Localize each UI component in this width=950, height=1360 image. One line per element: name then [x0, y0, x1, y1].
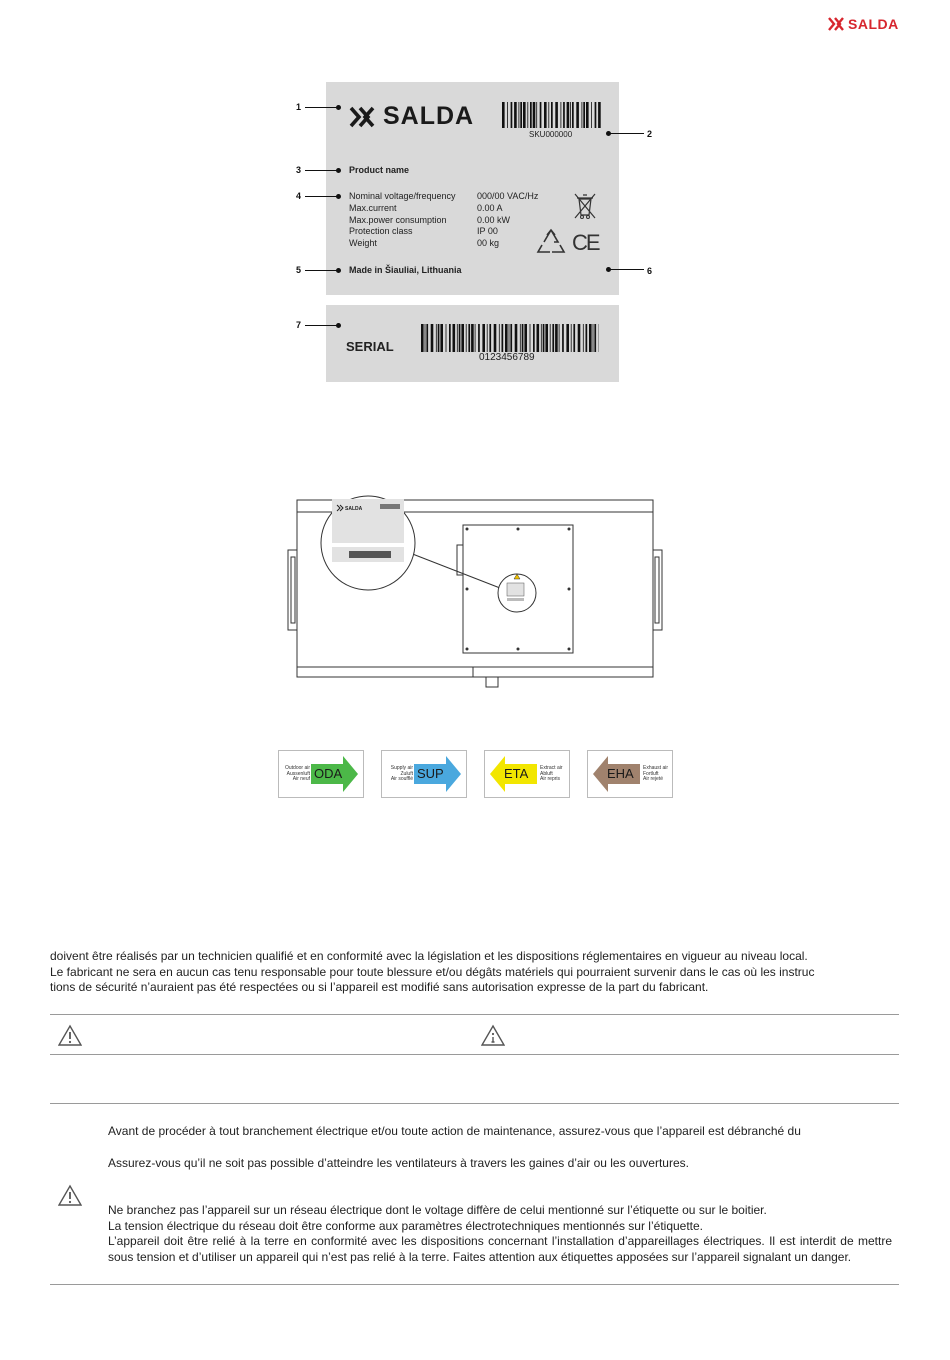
label-brand — [349, 102, 474, 131]
air-badge-line: Zuluft — [400, 770, 413, 777]
recycle-icon — [536, 227, 566, 255]
serial-label: SERIAL — [346, 339, 394, 354]
air-badge-code: ODA — [314, 766, 343, 781]
callout-number: 6 — [647, 266, 653, 276]
callout-number: 1 — [296, 102, 302, 112]
air-badge-line: Aussenluft — [286, 770, 310, 777]
air-badge-line: Air soufflé — [390, 776, 413, 782]
note-ground: L’appareil doit être relié à la terre en conformité avec les dispositions concernant l’installation d’appareillages électriques. Il est interdit de mettre sous tension et d’utiliser un appareil qui n’est pas relié à la terre. Faites attention aux étiquettes apposées sur l’appareil signalant un danger. — [108, 1234, 892, 1264]
air-badge-line: Extract air — [540, 765, 563, 771]
callout-line — [610, 269, 644, 270]
info-icon — [481, 1024, 505, 1046]
unit-drawing — [285, 495, 665, 695]
air-badge-code: SUP — [417, 766, 444, 781]
spec-values — [477, 191, 538, 250]
air-badge-line: Air rejeté — [643, 776, 664, 782]
header-brand: SALDA — [848, 16, 899, 32]
callout-line — [305, 107, 338, 108]
callout-number: 4 — [296, 191, 302, 201]
divider — [50, 1054, 899, 1055]
warning-icon — [58, 1024, 82, 1046]
air-badge-label — [540, 766, 563, 783]
spec-name: Nominal voltage/frequency — [349, 191, 456, 201]
note-voltage: Ne branchez pas l’appareil sur un réseau électrique dont le voltage diffère de celui mentionné sur l’étiquette ou sur le boitier. — [108, 1203, 767, 1217]
air-badge-line: Abluft — [540, 770, 553, 777]
callout-line — [305, 170, 338, 171]
callout-number: 5 — [296, 265, 302, 275]
divider — [50, 1284, 899, 1285]
spec-name: Max.power consumption — [349, 214, 447, 225]
callout-line — [305, 270, 338, 271]
callout-dot — [336, 105, 341, 110]
air-badge-line: Supply air — [390, 765, 413, 771]
divider — [50, 1103, 899, 1104]
spec-value: 00 kg — [477, 238, 500, 249]
callout-dot — [336, 268, 341, 273]
mini-label-brand: SALDA — [345, 506, 363, 512]
air-badge-code: ETA — [504, 766, 529, 781]
callout-line — [610, 133, 644, 134]
air-badge-line: Exhaust air — [643, 765, 669, 771]
air-badge-line: Air repris — [540, 776, 561, 782]
note-tension: La tension électrique du réseau doit être conforme aux paramètres électrotechniques mentionnés sur l’étiquette. — [108, 1218, 704, 1233]
note-voltage-group — [108, 1203, 892, 1265]
spec-value: 0.00 kW — [477, 214, 511, 225]
spec-name: Protection class — [349, 226, 413, 237]
spec-names — [349, 191, 456, 250]
callout-dot — [336, 194, 341, 199]
salda-logo-icon — [349, 106, 375, 128]
label-brand-text: SALDA — [383, 102, 475, 130]
warning-icon — [58, 1184, 82, 1206]
callout-number: 7 — [296, 320, 302, 330]
spec-value: IP 00 — [477, 226, 498, 237]
intro-paragraph — [50, 949, 900, 996]
callout-line — [305, 196, 338, 197]
note-fans: Assurez-vous qu’il ne soit pas possible d’atteindre les ventilateurs à travers les gaines d’air ou les ouvertures. — [108, 1156, 689, 1170]
sku-barcode — [502, 102, 602, 128]
callout-number: 2 — [647, 129, 653, 139]
header-logo — [828, 16, 899, 32]
air-badge-sup — [381, 750, 467, 798]
callout-dot — [336, 168, 341, 173]
air-badge-eha — [587, 750, 673, 798]
callout-number: 3 — [296, 165, 302, 175]
air-badge-label — [284, 766, 310, 783]
ce-mark: CE — [572, 230, 599, 255]
product-name: Product name — [349, 165, 410, 175]
callout-line — [305, 325, 338, 326]
air-badge-code: EHA — [607, 766, 634, 781]
air-badge-line: Outdoor air — [284, 765, 310, 771]
air-badge-line: Air neuf — [292, 776, 310, 782]
note-disconnect: Avant de procéder à tout branchement électrique et/ou toute action de maintenance, assurez-vous que l’appareil est débranché du — [108, 1124, 801, 1138]
intro-line: doivent être réalisés par un technicien qualifié et en conformité avec la législation et les dispositions réglementaires en vigueur au niveau local. — [50, 949, 808, 963]
weee-bin-icon — [573, 190, 597, 220]
salda-logo-icon — [828, 17, 844, 31]
spec-name: Weight — [349, 238, 377, 249]
serial-number: 0123456789 — [479, 352, 535, 363]
spec-name: Max.current — [349, 202, 397, 213]
air-badge-label — [387, 766, 413, 783]
intro-line: tions de sécurité n’auraient pas été respectées ou si l’appareil est modifié sans autorisation expresse de la part du fabricant. — [50, 980, 709, 994]
spec-value: 000/00 VAC/Hz — [477, 191, 539, 201]
divider — [50, 1014, 899, 1015]
callout-dot — [336, 323, 341, 328]
made-in: Made in Šiauliai, Lithuania — [349, 265, 462, 275]
serial-barcode — [421, 324, 599, 352]
spec-value: 0.00 A — [477, 202, 503, 213]
intro-line: Le fabricant ne sera en aucun cas tenu responsable pour toute blessure et/ou dégâts matériels qui pourraient survenir dans le cas où les instruc — [50, 964, 815, 979]
air-badge-line: Fortluft — [643, 770, 659, 777]
sku-text: SKU000000 — [529, 130, 573, 139]
air-badge-eta — [484, 750, 570, 798]
air-badge-label — [643, 766, 668, 783]
air-badge-oda — [278, 750, 364, 798]
